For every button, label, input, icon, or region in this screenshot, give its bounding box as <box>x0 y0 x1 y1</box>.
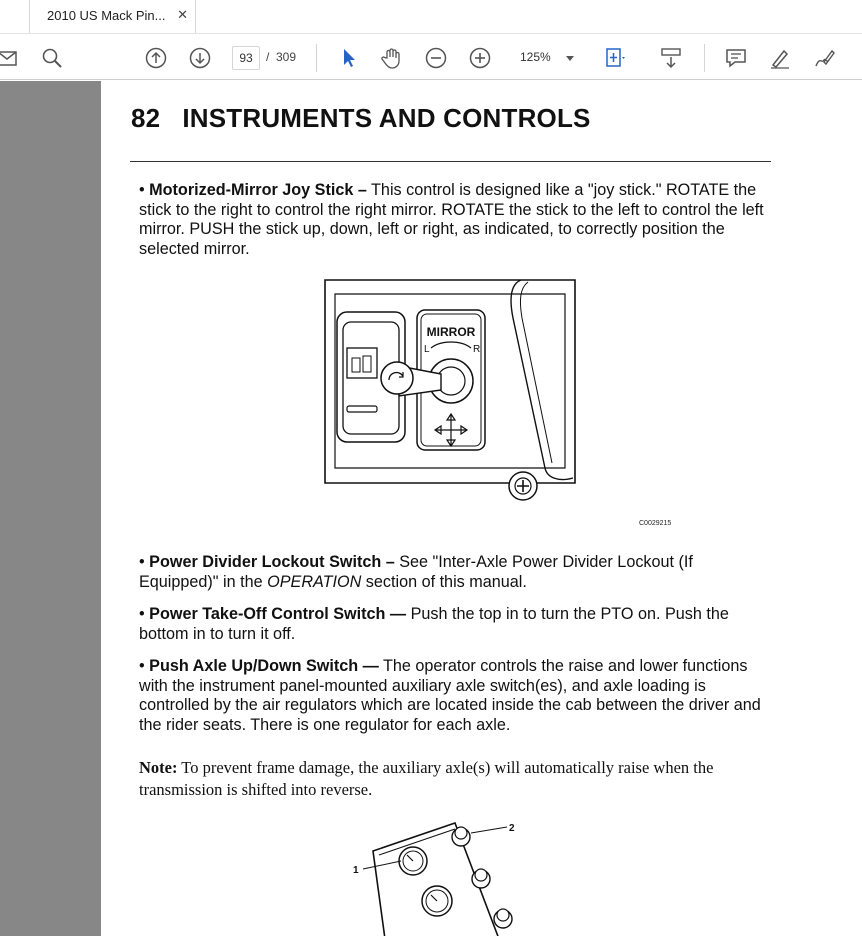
previous-page-icon[interactable] <box>144 46 168 70</box>
zoom-value: 125% <box>520 50 551 64</box>
item-term: Power Divider Lockout Switch – <box>149 553 395 571</box>
zoom-out-icon[interactable] <box>424 46 448 70</box>
item-term: Motorized-Mirror Joy Stick – <box>149 181 367 199</box>
page-number-input[interactable]: 93 <box>232 46 260 70</box>
item-text: Push the top in to turn the PTO on. Push the bottom in to turn it off. <box>139 605 729 643</box>
item-pto-switch: • Power Take-Off Control Switch — Push the top in to turn the PTO on. Push the bottom in to turn it off. <box>139 605 729 643</box>
note-label: Note: <box>139 758 178 777</box>
item-term: Power Take-Off Control Switch — <box>149 605 407 623</box>
figure-code: C0029215 <box>639 520 672 527</box>
item-term: Push Axle Up/Down Switch — <box>149 657 379 675</box>
next-page-icon[interactable] <box>188 46 212 70</box>
note-text: To prevent frame damage, the auxiliary axle(s) will automatically raise when the transmission is shifted into reverse. <box>139 758 714 799</box>
tab-title: 2010 US Mack Pin... <box>47 8 166 23</box>
item-text: See "Inter-Axle Power Divider Lockout (If Equipped)" in the <box>139 553 693 591</box>
tab-bar <box>0 0 862 33</box>
right-label: R <box>473 344 481 355</box>
scroll-mode-icon[interactable] <box>659 46 683 70</box>
fit-page-icon[interactable] <box>603 46 627 70</box>
sign-icon[interactable] <box>812 46 836 70</box>
page-total: 309 <box>276 50 297 64</box>
mirror-label: MIRROR <box>426 325 476 339</box>
mail-icon[interactable] <box>0 46 20 70</box>
zoom-in-icon[interactable] <box>468 46 492 70</box>
toolbar <box>0 33 862 80</box>
heading-text: INSTRUMENTS AND CONTROLS <box>182 103 591 133</box>
close-tab-icon[interactable]: ✕ <box>177 7 188 22</box>
select-cursor-icon[interactable] <box>337 46 361 70</box>
document-tab[interactable] <box>29 0 196 33</box>
page-number: 82 <box>131 103 161 133</box>
highlight-pen-icon[interactable] <box>768 46 792 70</box>
callout-1: 1 <box>353 865 359 876</box>
item-text: This control is designed like a "joy stick." ROTATE the stick to the right to control the right mirror. ROTATE the stick to the left to control the left mirror. PUSH the stick up, down, left or right, as indicated, to correctly position the selected mirror. <box>139 181 764 258</box>
pdf-page <box>101 81 862 936</box>
heading-rule <box>130 161 771 162</box>
toolbar-divider <box>316 44 317 72</box>
mirror-joystick-illustration <box>323 278 591 516</box>
page-heading <box>131 103 591 134</box>
item-text-italic: OPERATION <box>267 572 362 591</box>
item-joystick: • Motorized-Mirror Joy Stick – This control is designed like a "joy stick." ROTATE the stick to the right to control the right mirror. ROTATE the stick to the left to control the left mirror. PUSH the stick up, down, left or right, as indicated, to correctly position the selected mirror. <box>139 181 764 258</box>
hand-tool-icon[interactable] <box>380 46 404 70</box>
item-text: The operator controls the raise and lower functions with the instrument panel-mounted auxiliary axle switch(es), and axle loading is controlled by the air regulators which are located inside the cab between the driver and the rider seats. There is one regulator for each axle. <box>139 657 761 734</box>
axle-panel-illustration <box>351 819 531 936</box>
left-label: L <box>424 344 430 355</box>
zoom-select[interactable] <box>508 46 584 70</box>
page-separator: / <box>266 50 270 64</box>
toolbar-divider <box>704 44 705 72</box>
comment-icon[interactable] <box>724 46 748 70</box>
document-viewer[interactable] <box>0 81 862 936</box>
item-text: section of this manual. <box>361 572 527 591</box>
item-power-divider: • Power Divider Lockout Switch – See "Inter-Axle Power Divider Lockout (If Equipped)" in the OPERATION section of this manual. <box>139 553 693 591</box>
chevron-down-icon <box>566 56 574 61</box>
search-icon[interactable] <box>40 46 64 70</box>
callout-2: 2 <box>509 823 515 834</box>
note <box>139 757 769 801</box>
item-push-axle: • Push Axle Up/Down Switch — The operator controls the raise and lower functions with the instrument panel-mounted auxiliary axle switch(es), and axle loading is controlled by the air regulators which are located inside the cab between the driver and the rider seats. There is one regulator for each axle. <box>139 657 761 734</box>
